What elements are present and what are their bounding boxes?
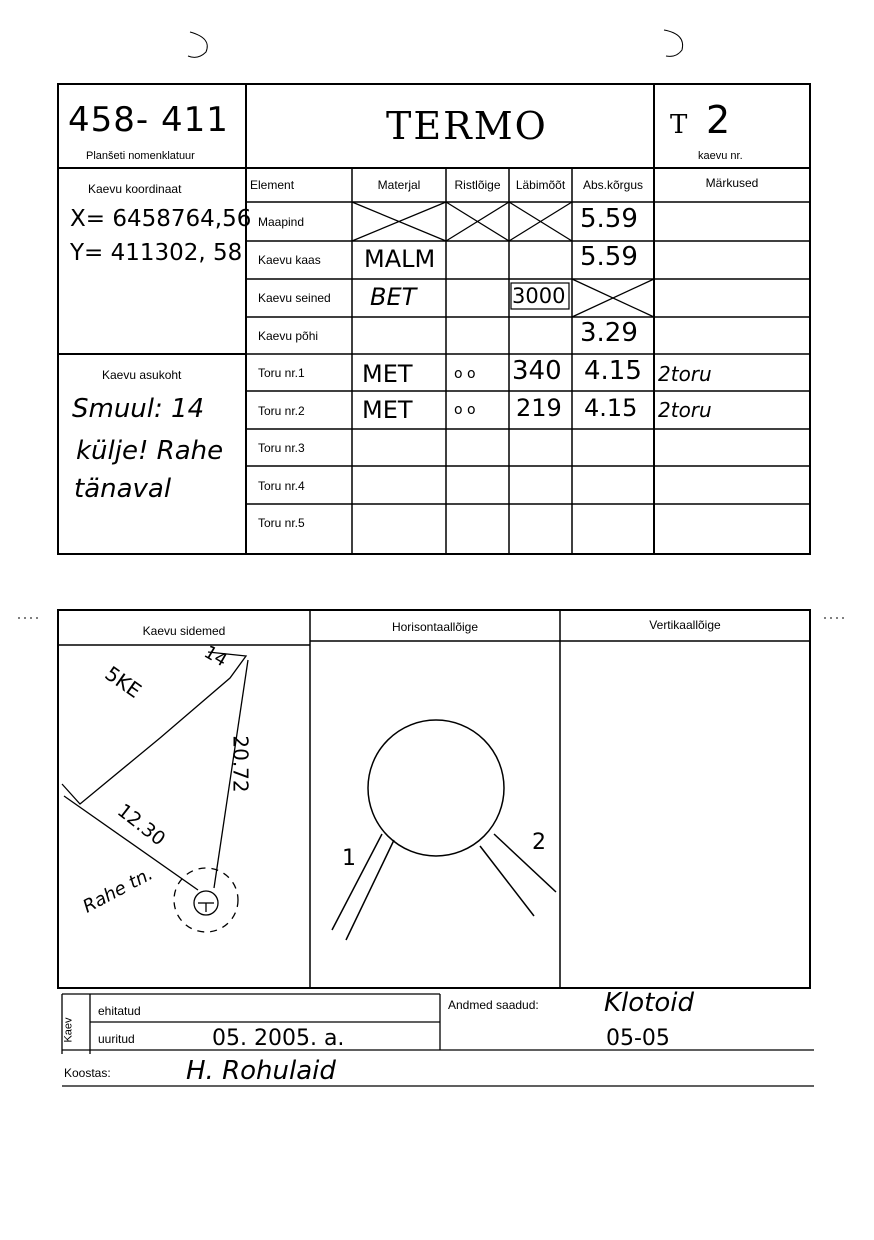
coordinate-y: Y= 411302, 58 <box>70 240 243 266</box>
material-value: MET <box>362 360 413 388</box>
row-label: Toru nr.5 <box>258 516 305 530</box>
abs-height-value: 3.29 <box>580 318 638 348</box>
row-label: Kaevu põhi <box>258 329 319 343</box>
location-line-1: Smuul: 14 <box>72 394 205 424</box>
row-label: Toru nr.3 <box>258 441 305 455</box>
data-source-value: Klotoid <box>604 988 695 1018</box>
material-value: MALM <box>364 245 436 273</box>
row-label: Toru nr.1 <box>258 366 305 380</box>
compiled-label: Koostas: <box>64 1066 111 1080</box>
diameter-value: 219 <box>516 394 562 422</box>
tie-label-rahe: Rahe tn. <box>79 863 157 918</box>
abs-height-value: 5.59 <box>580 242 638 272</box>
data-source-label: Andmed saadud: <box>448 998 539 1012</box>
col-header-abs-height: Abs.kõrgus <box>582 178 644 192</box>
crosssection-value: o o <box>454 402 476 418</box>
diameter-value: 340 <box>512 356 562 386</box>
col-header-diameter: Läbimõõt <box>515 178 566 192</box>
built-label: ehitatud <box>98 1004 141 1018</box>
row-label: Toru nr.4 <box>258 479 305 493</box>
well-label: kaevu nr. <box>698 150 743 162</box>
surveyed-label: uuritud <box>98 1032 135 1046</box>
tie-label-5ke: 5KE <box>100 661 146 703</box>
tie-label-14: 14 <box>200 641 231 672</box>
surveyed-value: 05. 2005. a. <box>212 1026 345 1051</box>
coordinates-label: Kaevu koordinaat <box>88 182 182 196</box>
notes-value: 2toru <box>658 362 712 386</box>
sketch-vertical-header: Vertikaallõige <box>649 618 721 632</box>
crosssection-value: o o <box>454 366 476 382</box>
sketch-ties-header: Kaevu sidemed <box>142 624 226 638</box>
notes-value: 2toru <box>658 398 712 422</box>
compiled-value: H. Rohulaid <box>186 1056 336 1086</box>
location-line-3: tänaval <box>74 474 172 504</box>
form-title: TERMO <box>386 104 548 148</box>
tie-label-1230: 12.30 <box>112 799 170 851</box>
row-label: Toru nr.2 <box>258 404 305 418</box>
col-header-notes: Märkused <box>705 176 759 190</box>
sketch-horizontal-header: Horisontaallõige <box>391 620 479 634</box>
pipe-label-1: 1 <box>342 846 356 871</box>
row-label: Kaevu kaas <box>258 253 321 267</box>
well-number: 2 <box>706 98 731 142</box>
row-label: Kaevu seined <box>258 291 331 305</box>
well-letter: T <box>670 110 688 140</box>
diameter-value: 3000 <box>512 284 566 308</box>
location-line-2: külje! Rahe <box>76 436 224 466</box>
col-header-material: Materjal <box>377 178 421 192</box>
location-label: Kaevu asukoht <box>102 368 182 382</box>
footer-side-label: Kaev <box>62 1017 75 1043</box>
row-label: Maapind <box>258 215 305 229</box>
coordinate-x: X= 6458764,56 <box>70 206 252 232</box>
abs-height-value: 5.59 <box>580 204 638 234</box>
material-value: MET <box>362 396 413 424</box>
abs-height-value: 4.15 <box>584 356 642 386</box>
col-header-crosssection: Ristlõige <box>454 178 501 192</box>
material-value: BET <box>370 283 417 311</box>
abs-height-value: 4.15 <box>584 394 638 422</box>
tie-label-2072: 20.72 <box>228 735 253 793</box>
data-date-value: 05-05 <box>606 1026 670 1051</box>
plan-number: 458- 411 <box>68 100 229 140</box>
pipe-label-2: 2 <box>532 830 546 855</box>
plan-label: Planšeti nomenklatuur <box>86 150 195 162</box>
col-header-element: Element <box>250 178 295 192</box>
